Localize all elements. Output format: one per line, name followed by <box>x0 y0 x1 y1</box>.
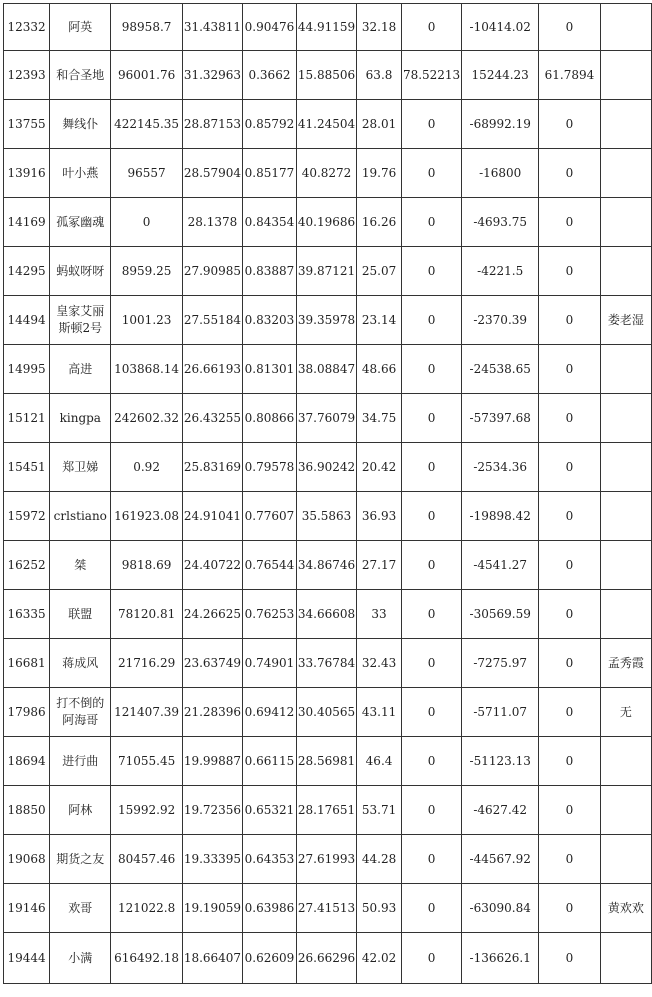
cell-id: 14995 <box>4 345 50 394</box>
cell-name: 欢哥 <box>50 884 111 933</box>
cell-name: crlstiano <box>50 492 111 541</box>
cell-v6: 0 <box>401 835 461 884</box>
cell-note <box>600 835 651 884</box>
cell-v7: -68992.19 <box>462 100 539 149</box>
cell-v8: 0 <box>539 247 601 296</box>
cell-name: 期货之友 <box>50 835 111 884</box>
cell-v8: 0 <box>539 100 601 149</box>
cell-v7: -5711.07 <box>462 688 539 737</box>
cell-v6: 0 <box>401 296 461 345</box>
cell-id: 13916 <box>4 149 50 198</box>
cell-v3: 0.3662 <box>243 51 297 100</box>
cell-name: 阿英 <box>50 4 111 51</box>
cell-v1: 103868.14 <box>111 345 182 394</box>
cell-v4: 33.76784 <box>296 639 356 688</box>
cell-v2: 24.91041 <box>182 492 242 541</box>
cell-v1: 98958.7 <box>111 4 182 51</box>
table-row <box>4 345 652 394</box>
cell-v2: 24.26625 <box>182 590 242 639</box>
cell-id: 16335 <box>4 590 50 639</box>
cell-v5: 33 <box>357 590 402 639</box>
cell-v2: 24.40722 <box>182 541 242 590</box>
cell-v5: 44.28 <box>357 835 402 884</box>
cell-v6: 0 <box>401 737 461 786</box>
cell-v3: 0.80866 <box>243 394 297 443</box>
cell-v2: 19.72356 <box>182 786 242 835</box>
cell-note: 无 <box>600 688 651 737</box>
cell-v6: 0 <box>401 4 461 51</box>
cell-note <box>600 933 651 984</box>
cell-v1: 0.92 <box>111 443 182 492</box>
table-row <box>4 688 652 737</box>
cell-v2: 31.43811 <box>182 4 242 51</box>
cell-v8: 61.7894 <box>539 51 601 100</box>
cell-note <box>600 247 651 296</box>
cell-v3: 0.76253 <box>243 590 297 639</box>
cell-name: 蒋成风 <box>50 639 111 688</box>
cell-v2: 28.1378 <box>182 198 242 247</box>
cell-v3: 0.64353 <box>243 835 297 884</box>
cell-id: 12393 <box>4 51 50 100</box>
cell-v8: 0 <box>539 933 601 984</box>
cell-v5: 34.75 <box>357 394 402 443</box>
cell-v6: 0 <box>401 443 461 492</box>
cell-id: 16681 <box>4 639 50 688</box>
cell-id: 15121 <box>4 394 50 443</box>
table-row <box>4 394 652 443</box>
table-row <box>4 737 652 786</box>
cell-v4: 39.35978 <box>296 296 356 345</box>
cell-v3: 0.69412 <box>243 688 297 737</box>
cell-id: 18850 <box>4 786 50 835</box>
cell-note <box>600 786 651 835</box>
cell-v6: 0 <box>401 786 461 835</box>
cell-v2: 19.33395 <box>182 835 242 884</box>
cell-v4: 28.17651 <box>296 786 356 835</box>
cell-v3: 0.66115 <box>243 737 297 786</box>
cell-v7: -19898.42 <box>462 492 539 541</box>
cell-v8: 0 <box>539 345 601 394</box>
cell-v1: 80457.46 <box>111 835 182 884</box>
cell-note: 孟秀霞 <box>600 639 651 688</box>
data-table <box>3 3 652 984</box>
cell-v4: 35.5863 <box>296 492 356 541</box>
cell-v2: 19.99887 <box>182 737 242 786</box>
cell-v5: 16.26 <box>357 198 402 247</box>
cell-v1: 422145.35 <box>111 100 182 149</box>
cell-v4: 34.66608 <box>296 590 356 639</box>
cell-v1: 15992.92 <box>111 786 182 835</box>
cell-v1: 616492.18 <box>111 933 182 984</box>
cell-v2: 23.63749 <box>182 639 242 688</box>
cell-v2: 25.83169 <box>182 443 242 492</box>
cell-v8: 0 <box>539 443 601 492</box>
table-row <box>4 639 652 688</box>
cell-id: 14169 <box>4 198 50 247</box>
cell-v1: 96557 <box>111 149 182 198</box>
cell-v7: -16800 <box>462 149 539 198</box>
cell-v5: 27.17 <box>357 541 402 590</box>
cell-note: 黄欢欢 <box>600 884 651 933</box>
cell-name: 孤冢幽魂 <box>50 198 111 247</box>
cell-v7: -51123.13 <box>462 737 539 786</box>
cell-v4: 26.66296 <box>296 933 356 984</box>
table-row <box>4 541 652 590</box>
cell-v8: 0 <box>539 394 601 443</box>
cell-v1: 9818.69 <box>111 541 182 590</box>
cell-v5: 23.14 <box>357 296 402 345</box>
table-row <box>4 247 652 296</box>
cell-v6: 0 <box>401 884 461 933</box>
table-row <box>4 149 652 198</box>
cell-id: 17986 <box>4 688 50 737</box>
cell-v4: 30.40565 <box>296 688 356 737</box>
cell-v4: 41.24504 <box>296 100 356 149</box>
cell-v5: 25.07 <box>357 247 402 296</box>
cell-v4: 40.19686 <box>296 198 356 247</box>
cell-v7: -24538.65 <box>462 345 539 394</box>
cell-v6: 0 <box>401 688 461 737</box>
cell-v7: -10414.02 <box>462 4 539 51</box>
cell-v8: 0 <box>539 884 601 933</box>
cell-v8: 0 <box>539 149 601 198</box>
cell-name: 皇家艾丽斯顿2号 <box>50 296 111 345</box>
cell-note <box>600 492 651 541</box>
cell-v8: 0 <box>539 639 601 688</box>
cell-v8: 0 <box>539 198 601 247</box>
cell-v6: 0 <box>401 394 461 443</box>
cell-v1: 1001.23 <box>111 296 182 345</box>
cell-v8: 0 <box>539 296 601 345</box>
cell-v7: -2534.36 <box>462 443 539 492</box>
cell-name: 郑卫娣 <box>50 443 111 492</box>
cell-v8: 0 <box>539 590 601 639</box>
cell-name: 叶小燕 <box>50 149 111 198</box>
table-row <box>4 198 652 247</box>
cell-v3: 0.62609 <box>243 933 297 984</box>
cell-v2: 27.90985 <box>182 247 242 296</box>
cell-v1: 8959.25 <box>111 247 182 296</box>
cell-v4: 39.87121 <box>296 247 356 296</box>
cell-v3: 0.90476 <box>243 4 297 51</box>
cell-v2: 26.66193 <box>182 345 242 394</box>
cell-note <box>600 345 651 394</box>
cell-v8: 0 <box>539 737 601 786</box>
cell-id: 13755 <box>4 100 50 149</box>
cell-v5: 32.43 <box>357 639 402 688</box>
table-row <box>4 835 652 884</box>
cell-v7: -4221.5 <box>462 247 539 296</box>
cell-v5: 43.11 <box>357 688 402 737</box>
cell-name: 进行曲 <box>50 737 111 786</box>
cell-v3: 0.85792 <box>243 100 297 149</box>
cell-v5: 63.8 <box>357 51 402 100</box>
cell-name: 打不倒的阿海哥 <box>50 688 111 737</box>
cell-v3: 0.83203 <box>243 296 297 345</box>
cell-v6: 0 <box>401 933 461 984</box>
cell-id: 14494 <box>4 296 50 345</box>
cell-name: 舞线仆 <box>50 100 111 149</box>
cell-v6: 0 <box>401 345 461 394</box>
cell-v6: 0 <box>401 541 461 590</box>
cell-v6: 0 <box>401 149 461 198</box>
cell-v8: 0 <box>539 786 601 835</box>
cell-v2: 19.19059 <box>182 884 242 933</box>
cell-v7: -4627.42 <box>462 786 539 835</box>
cell-v6: 78.52213 <box>401 51 461 100</box>
cell-v3: 0.77607 <box>243 492 297 541</box>
cell-v6: 0 <box>401 639 461 688</box>
cell-v3: 0.79578 <box>243 443 297 492</box>
table-body <box>4 4 652 984</box>
cell-v1: 121407.39 <box>111 688 182 737</box>
cell-v7: -57397.68 <box>462 394 539 443</box>
cell-v7: -4693.75 <box>462 198 539 247</box>
cell-v4: 44.91159 <box>296 4 356 51</box>
cell-v7: -7275.97 <box>462 639 539 688</box>
cell-id: 15451 <box>4 443 50 492</box>
cell-id: 19068 <box>4 835 50 884</box>
cell-name: 小满 <box>50 933 111 984</box>
cell-v4: 27.61993 <box>296 835 356 884</box>
cell-v6: 0 <box>401 492 461 541</box>
cell-v4: 38.08847 <box>296 345 356 394</box>
cell-id: 12332 <box>4 4 50 51</box>
cell-note <box>600 443 651 492</box>
cell-v4: 36.90242 <box>296 443 356 492</box>
cell-v8: 0 <box>539 541 601 590</box>
cell-note <box>600 394 651 443</box>
cell-v7: -30569.59 <box>462 590 539 639</box>
cell-v5: 42.02 <box>357 933 402 984</box>
cell-v1: 161923.08 <box>111 492 182 541</box>
cell-v7: -136626.1 <box>462 933 539 984</box>
cell-note <box>600 541 651 590</box>
table-row <box>4 4 652 51</box>
cell-v4: 15.88506 <box>296 51 356 100</box>
cell-name: 高进 <box>50 345 111 394</box>
table-row <box>4 100 652 149</box>
cell-v7: 15244.23 <box>462 51 539 100</box>
cell-v6: 0 <box>401 247 461 296</box>
cell-id: 15972 <box>4 492 50 541</box>
cell-name: kingpa <box>50 394 111 443</box>
cell-v6: 0 <box>401 590 461 639</box>
cell-v5: 32.18 <box>357 4 402 51</box>
cell-note <box>600 100 651 149</box>
cell-note <box>600 737 651 786</box>
cell-v5: 36.93 <box>357 492 402 541</box>
cell-id: 19444 <box>4 933 50 984</box>
cell-v8: 0 <box>539 835 601 884</box>
cell-id: 14295 <box>4 247 50 296</box>
cell-v3: 0.81301 <box>243 345 297 394</box>
table-row <box>4 786 652 835</box>
cell-v7: -2370.39 <box>462 296 539 345</box>
cell-v2: 27.55184 <box>182 296 242 345</box>
cell-v3: 0.63986 <box>243 884 297 933</box>
cell-v4: 37.76079 <box>296 394 356 443</box>
cell-note <box>600 149 651 198</box>
table-row <box>4 590 652 639</box>
cell-v8: 0 <box>539 492 601 541</box>
cell-v2: 26.43255 <box>182 394 242 443</box>
cell-v4: 28.56981 <box>296 737 356 786</box>
cell-v5: 46.4 <box>357 737 402 786</box>
cell-v1: 96001.76 <box>111 51 182 100</box>
cell-v5: 53.71 <box>357 786 402 835</box>
cell-v2: 28.57904 <box>182 149 242 198</box>
cell-v3: 0.65321 <box>243 786 297 835</box>
cell-v3: 0.84354 <box>243 198 297 247</box>
cell-v4: 27.41513 <box>296 884 356 933</box>
cell-v7: -44567.92 <box>462 835 539 884</box>
cell-v2: 18.66407 <box>182 933 242 984</box>
table-row <box>4 443 652 492</box>
cell-v3: 0.83887 <box>243 247 297 296</box>
cell-v8: 0 <box>539 4 601 51</box>
cell-v2: 31.32963 <box>182 51 242 100</box>
cell-v7: -4541.27 <box>462 541 539 590</box>
cell-note <box>600 198 651 247</box>
cell-v1: 21716.29 <box>111 639 182 688</box>
cell-v5: 28.01 <box>357 100 402 149</box>
cell-note: 娄老湿 <box>600 296 651 345</box>
cell-v1: 78120.81 <box>111 590 182 639</box>
cell-name: 和合圣地 <box>50 51 111 100</box>
cell-v2: 28.87153 <box>182 100 242 149</box>
cell-v2: 21.28396 <box>182 688 242 737</box>
cell-v3: 0.74901 <box>243 639 297 688</box>
cell-v6: 0 <box>401 100 461 149</box>
cell-v5: 20.42 <box>357 443 402 492</box>
cell-note <box>600 51 651 100</box>
cell-id: 16252 <box>4 541 50 590</box>
cell-v3: 0.85177 <box>243 149 297 198</box>
cell-note <box>600 590 651 639</box>
cell-v3: 0.76544 <box>243 541 297 590</box>
cell-v1: 71055.45 <box>111 737 182 786</box>
table-row <box>4 884 652 933</box>
table-row <box>4 492 652 541</box>
cell-name: 阿林 <box>50 786 111 835</box>
cell-v1: 242602.32 <box>111 394 182 443</box>
table-row <box>4 51 652 100</box>
cell-v7: -63090.84 <box>462 884 539 933</box>
cell-v4: 34.86746 <box>296 541 356 590</box>
cell-v5: 19.76 <box>357 149 402 198</box>
cell-v5: 48.66 <box>357 345 402 394</box>
cell-v5: 50.93 <box>357 884 402 933</box>
cell-id: 19146 <box>4 884 50 933</box>
cell-v8: 0 <box>539 688 601 737</box>
cell-name: 桀 <box>50 541 111 590</box>
cell-v1: 0 <box>111 198 182 247</box>
cell-name: 联盟 <box>50 590 111 639</box>
cell-v4: 40.8272 <box>296 149 356 198</box>
cell-id: 18694 <box>4 737 50 786</box>
cell-v1: 121022.8 <box>111 884 182 933</box>
cell-v6: 0 <box>401 198 461 247</box>
cell-note <box>600 4 651 51</box>
cell-name: 蚂蚁呀呀 <box>50 247 111 296</box>
table-row <box>4 296 652 345</box>
table-row <box>4 933 652 984</box>
